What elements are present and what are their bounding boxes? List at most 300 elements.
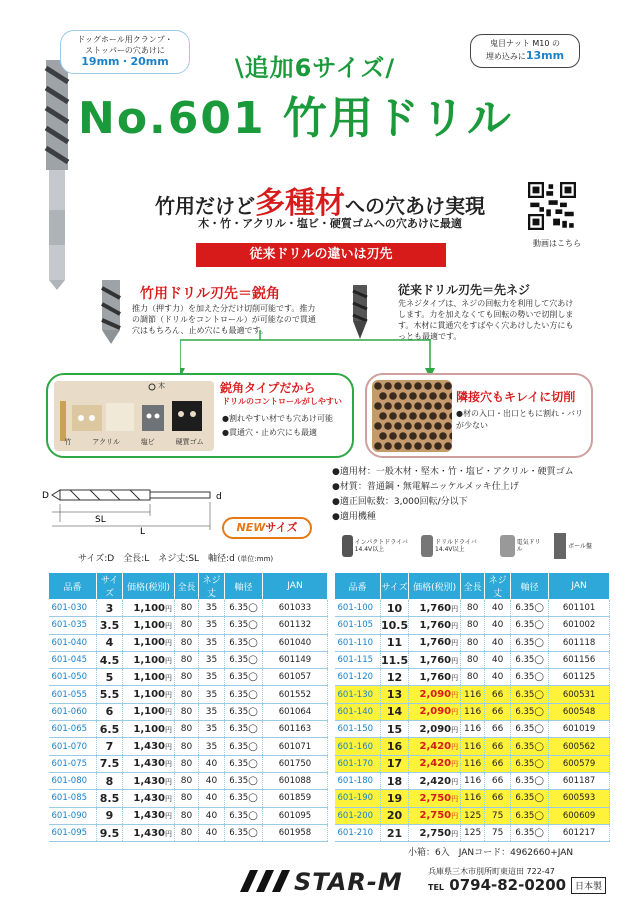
product-code-cell: 601-030 xyxy=(49,600,97,617)
callout-size: 19mm・20mm xyxy=(81,55,169,68)
length-cell: 125 xyxy=(461,824,485,841)
yen-unit: 円 xyxy=(451,794,459,803)
screw-length-cell: 35 xyxy=(199,738,225,755)
jan-cell: 601187 xyxy=(549,772,610,789)
page-title: No.601 竹用ドリル xyxy=(78,93,513,144)
tool-label: インパクトドライバ 14.4V以上 xyxy=(354,539,408,553)
price-value: 2,420 xyxy=(419,758,452,770)
price-cell xyxy=(123,600,175,617)
yen-unit: 円 xyxy=(451,604,459,613)
screw-length-cell: 66 xyxy=(485,738,511,755)
axis-cell: 6.35◯ xyxy=(225,721,263,738)
board-hole xyxy=(404,422,412,430)
size-cell: 21 xyxy=(381,824,409,841)
axis-cell: 6.35◯ xyxy=(225,669,263,686)
product-code-cell: 601-105 xyxy=(335,617,381,634)
spec-item: ●適正回転数：3,000回転/分以下 xyxy=(332,497,468,507)
size-cell: 20 xyxy=(381,807,409,824)
tool-label: ドリルドライバ 14.4V以上 xyxy=(435,539,477,553)
company-address: 兵庫県三木市別所町東這田 722-47 xyxy=(428,867,555,876)
price-value: 1,100 xyxy=(133,654,165,666)
dim-L: L xyxy=(140,527,146,534)
col-jan: JAN xyxy=(549,573,610,600)
yen-unit: 円 xyxy=(165,725,172,734)
length-cell: 116 xyxy=(461,738,485,755)
price-cell xyxy=(123,686,175,703)
size-cell: 13 xyxy=(381,686,409,703)
board-hole xyxy=(424,402,432,410)
axis-cell: 6.35◯ xyxy=(225,617,263,634)
screw-length-cell: 40 xyxy=(199,790,225,807)
board-hole xyxy=(429,392,437,400)
jan-cell: 601088 xyxy=(263,772,328,789)
table-row xyxy=(49,790,328,807)
table-row xyxy=(49,772,328,789)
table-row xyxy=(335,651,610,668)
electric-drill-icon xyxy=(500,535,515,557)
price-value: 1,100 xyxy=(133,619,165,631)
board-hole xyxy=(394,382,402,390)
table-row xyxy=(335,686,610,703)
axis-cell: 6.35◯ xyxy=(225,807,263,824)
price-cell xyxy=(123,669,175,686)
product-code-cell: 601-210 xyxy=(335,824,381,841)
price-value: 1,430 xyxy=(133,741,165,753)
length-cell: 80 xyxy=(461,651,485,668)
jan-cell: 601040 xyxy=(263,634,328,651)
length-cell: 125 xyxy=(461,807,485,824)
table-row xyxy=(335,772,610,789)
price-cell xyxy=(123,634,175,651)
jan-cell: 600562 xyxy=(549,738,610,755)
axis-cell: 6.35◯ xyxy=(225,686,263,703)
board-hole xyxy=(399,412,407,420)
legend-text: サイズ:D 全長:L ネジ丈:SL 軸径:d xyxy=(78,554,235,564)
board-hole xyxy=(434,382,442,390)
photo-label-wood: 木 xyxy=(158,382,165,390)
col-length: 全長 xyxy=(461,573,485,600)
size-cell: 9.5 xyxy=(97,824,123,841)
length-cell: 116 xyxy=(461,772,485,789)
axis-cell: 6.35◯ xyxy=(511,772,549,789)
spec-item: ●適用材：一般木材・堅木・竹・塩ビ・アクリル・硬質ゴム xyxy=(332,467,574,477)
board-hole xyxy=(374,442,382,450)
axis-cell: 6.35◯ xyxy=(511,634,549,651)
yen-unit: 円 xyxy=(165,691,172,700)
table-row xyxy=(49,807,328,824)
length-cell: 116 xyxy=(461,686,485,703)
axis-cell: 6.35◯ xyxy=(225,600,263,617)
board-hole xyxy=(419,432,427,440)
board-hole xyxy=(389,392,397,400)
yen-unit: 円 xyxy=(451,673,459,682)
callout-line: ドッグホール用クランプ・ xyxy=(77,35,173,44)
jan-cell: 601156 xyxy=(549,651,610,668)
size-cell: 7.5 xyxy=(97,755,123,772)
photo-label: 硬質ゴム xyxy=(175,438,204,446)
tool-impact xyxy=(342,528,411,564)
axis-cell: 6.35◯ xyxy=(511,790,549,807)
price-cell xyxy=(123,790,175,807)
length-cell: 80 xyxy=(175,755,199,772)
col-jan: JAN xyxy=(263,573,328,600)
screw-length-cell: 35 xyxy=(199,686,225,703)
product-code-cell: 601-115 xyxy=(335,651,381,668)
yen-unit: 円 xyxy=(451,725,459,734)
length-cell: 80 xyxy=(175,772,199,789)
jan-cell: 601118 xyxy=(549,634,610,651)
jan-cell: 600593 xyxy=(549,790,610,807)
bullet-item: ●割れやすい材でも穴あけ可能 xyxy=(222,414,333,423)
product-code-cell: 601-130 xyxy=(335,686,381,703)
tel-label: TEL xyxy=(428,883,445,892)
legend-unit: (単位:mm) xyxy=(237,555,274,563)
board-hole xyxy=(424,382,432,390)
col-axis: 軸径 xyxy=(511,573,549,600)
conventional-drill-text: 先ネジタイプは、ネジの回転力を利用して穴あけします。力を加えなくても回転の勢いで切削します。木材に貫通穴をすばやく穴あけしたい方にもっとも最適です。 xyxy=(398,299,574,341)
price-value: 1,760 xyxy=(419,637,452,649)
price-cell xyxy=(409,755,461,772)
product-code-cell: 601-120 xyxy=(335,669,381,686)
col-size: サイズ xyxy=(381,573,409,600)
screw-length-cell: 40 xyxy=(485,617,511,634)
jan-cell: 600531 xyxy=(549,686,610,703)
dimension-legend xyxy=(78,551,273,564)
price-value: 2,090 xyxy=(419,706,452,718)
col-size: サイズ xyxy=(97,573,123,600)
product-code-cell: 601-070 xyxy=(49,738,97,755)
price-cell xyxy=(409,600,461,617)
callout-size: 13mm xyxy=(525,49,565,62)
dim-D: D xyxy=(42,491,49,501)
subheadline: 木・竹・アクリル・塩ビ・硬質ゴムへの穴あけに最適 xyxy=(198,217,462,230)
jan-cell: 601217 xyxy=(549,824,610,841)
table-row xyxy=(49,651,328,668)
price-value: 1,100 xyxy=(133,637,165,649)
board-hole xyxy=(389,412,397,420)
jan-cell: 600609 xyxy=(549,807,610,824)
axis-cell: 6.35◯ xyxy=(225,790,263,807)
yen-unit: 円 xyxy=(451,812,459,821)
yen-unit: 円 xyxy=(165,639,172,648)
product-code-cell: 601-035 xyxy=(49,617,97,634)
screw-length-cell: 66 xyxy=(485,686,511,703)
board-hole xyxy=(439,432,447,440)
screw-length-cell: 66 xyxy=(485,790,511,807)
board-hole xyxy=(409,412,417,420)
jan-cell: 601057 xyxy=(263,669,328,686)
dimension-diagram xyxy=(40,482,230,534)
product-code-cell: 601-095 xyxy=(49,824,97,841)
size-cell: 11 xyxy=(381,634,409,651)
yen-unit: 円 xyxy=(165,743,172,752)
size-cell: 4.5 xyxy=(97,651,123,668)
price-value: 1,430 xyxy=(133,810,165,822)
board-hole xyxy=(384,442,392,450)
product-code-cell: 601-040 xyxy=(49,634,97,651)
table-row xyxy=(49,617,328,634)
adjacent-hole-bullets xyxy=(456,408,586,432)
screw-length-cell: 66 xyxy=(485,721,511,738)
price-cell xyxy=(123,738,175,755)
product-code-cell: 601-090 xyxy=(49,807,97,824)
tagline: \追加6サイズ/ xyxy=(234,54,396,82)
table-row xyxy=(49,824,328,841)
price-value: 2,090 xyxy=(419,723,452,735)
adjacent-hole-title: 隣接穴もキレイに切削 xyxy=(456,390,576,404)
product-code-cell: 601-045 xyxy=(49,651,97,668)
table-row xyxy=(335,824,610,841)
length-cell: 80 xyxy=(175,651,199,668)
table-row xyxy=(49,686,328,703)
screw-length-cell: 40 xyxy=(485,600,511,617)
size-cell: 18 xyxy=(381,772,409,789)
board-hole xyxy=(419,392,427,400)
board-hole xyxy=(379,432,387,440)
price-value: 1,100 xyxy=(133,602,165,614)
length-cell: 80 xyxy=(175,617,199,634)
tool-label: ボール盤 xyxy=(568,542,592,550)
price-cell xyxy=(409,790,461,807)
yen-unit: 円 xyxy=(165,777,172,786)
dim-SL: SL xyxy=(95,515,106,525)
length-cell: 80 xyxy=(175,686,199,703)
length-cell: 116 xyxy=(461,703,485,720)
board-hole xyxy=(429,432,437,440)
dim-d: d xyxy=(216,492,222,502)
length-cell: 116 xyxy=(461,721,485,738)
size-cell: 5.5 xyxy=(97,686,123,703)
tool-label: 電気ドリル xyxy=(516,539,541,553)
price-cell xyxy=(409,617,461,634)
length-cell: 80 xyxy=(175,807,199,824)
axis-cell: 6.35◯ xyxy=(225,738,263,755)
product-code-cell: 601-065 xyxy=(49,721,97,738)
product-code-cell: 601-190 xyxy=(335,790,381,807)
table-row xyxy=(335,807,610,824)
table-row xyxy=(335,721,610,738)
price-value: 1,430 xyxy=(133,827,165,839)
table-row xyxy=(335,634,610,651)
size-cell: 10 xyxy=(381,600,409,617)
table-row xyxy=(49,721,328,738)
jan-cell: 601859 xyxy=(263,790,328,807)
callout-line: 埋め込みに xyxy=(485,52,526,61)
box-info: 小箱：6入 JANコード：4962660+JAN xyxy=(408,848,574,858)
table-row xyxy=(335,600,610,617)
photo-label: アクリル xyxy=(92,438,120,446)
board-hole xyxy=(379,392,387,400)
size-cell: 7 xyxy=(97,738,123,755)
price-table-left xyxy=(48,572,328,842)
size-cell: 8.5 xyxy=(97,790,123,807)
board-hole xyxy=(414,382,422,390)
size-cell: 15 xyxy=(381,721,409,738)
table-row xyxy=(49,600,328,617)
jan-cell: 600548 xyxy=(549,703,610,720)
yen-unit: 円 xyxy=(165,621,172,630)
spec-item: ●適用機種 xyxy=(332,512,376,522)
product-code-cell: 601-055 xyxy=(49,686,97,703)
board-hole xyxy=(394,442,402,450)
yen-unit: 円 xyxy=(165,708,172,717)
yen-unit: 円 xyxy=(165,673,172,682)
board-hole xyxy=(394,422,402,430)
price-value: 1,100 xyxy=(133,723,165,735)
callout-line: 鬼目ナット M10 の xyxy=(489,39,560,48)
headline-pre: 竹用だけど xyxy=(155,194,255,218)
length-cell: 80 xyxy=(461,617,485,634)
axis-cell: 6.35◯ xyxy=(511,669,549,686)
yen-unit: 円 xyxy=(165,656,172,665)
axis-cell: 6.35◯ xyxy=(511,755,549,772)
board-hole xyxy=(444,382,452,390)
table-row xyxy=(335,703,610,720)
board-hole xyxy=(424,442,432,450)
table-row xyxy=(335,790,610,807)
size-cell: 8 xyxy=(97,772,123,789)
table-row xyxy=(335,617,610,634)
axis-cell: 6.35◯ xyxy=(225,703,263,720)
price-cell xyxy=(409,807,461,824)
price-value: 1,760 xyxy=(419,619,452,631)
board-hole xyxy=(439,412,447,420)
length-cell: 80 xyxy=(175,600,199,617)
length-cell: 80 xyxy=(175,824,199,841)
board-hole xyxy=(409,432,417,440)
axis-cell: 6.35◯ xyxy=(511,807,549,824)
product-code-cell: 601-140 xyxy=(335,703,381,720)
price-cell xyxy=(123,651,175,668)
size-cell: 17 xyxy=(381,755,409,772)
acute-angle-bullets xyxy=(222,412,333,440)
price-table-right xyxy=(334,572,610,842)
tool-drill-driver xyxy=(421,528,490,564)
length-cell: 80 xyxy=(461,600,485,617)
screw-length-cell: 66 xyxy=(485,772,511,789)
tool-electric xyxy=(500,528,544,564)
screw-length-cell: 35 xyxy=(199,669,225,686)
new-label: NEW xyxy=(236,521,266,534)
col-length: 全長 xyxy=(175,573,199,600)
drill-illustration xyxy=(32,60,82,290)
jan-cell: 601002 xyxy=(549,617,610,634)
price-value: 1,760 xyxy=(419,654,452,666)
callout-line: ストッパーの穴あけに xyxy=(85,46,165,55)
screw-length-cell: 35 xyxy=(199,600,225,617)
price-value: 2,750 xyxy=(419,792,452,804)
product-code-cell: 601-160 xyxy=(335,738,381,755)
price-cell xyxy=(409,634,461,651)
board-hole xyxy=(424,422,432,430)
col-axis: 軸径 xyxy=(225,573,263,600)
qr-code-icon[interactable] xyxy=(528,182,576,230)
size-cell: 12 xyxy=(381,669,409,686)
board-hole xyxy=(404,402,412,410)
size-cell: 9 xyxy=(97,807,123,824)
board-hole xyxy=(384,382,392,390)
callout-dog-hole xyxy=(60,30,190,74)
price-cell xyxy=(123,772,175,789)
bullet-item: ●貫通穴・止め穴にも最適 xyxy=(222,428,317,437)
axis-cell: 6.35◯ xyxy=(225,651,263,668)
length-cell: 80 xyxy=(175,703,199,720)
board-hole xyxy=(374,422,382,430)
board-hole xyxy=(429,412,437,420)
product-code-cell: 601-085 xyxy=(49,790,97,807)
product-code-cell: 601-200 xyxy=(335,807,381,824)
product-code-cell: 601-075 xyxy=(49,755,97,772)
table-row xyxy=(335,738,610,755)
length-cell: 116 xyxy=(461,755,485,772)
headline-emph: 多種材 xyxy=(255,186,345,221)
qr-label: 動画はこちら xyxy=(533,239,581,248)
price-value: 2,090 xyxy=(419,689,452,701)
board-hole xyxy=(444,402,452,410)
table-row xyxy=(49,738,328,755)
price-cell xyxy=(409,651,461,668)
table-row xyxy=(335,755,610,772)
company-tel xyxy=(428,876,566,894)
product-code-cell: 601-050 xyxy=(49,669,97,686)
axis-cell: 6.35◯ xyxy=(511,600,549,617)
table-row xyxy=(335,669,610,686)
price-cell xyxy=(409,686,461,703)
axis-cell: 6.35◯ xyxy=(225,772,263,789)
bamboo-drill-title: 竹用ドリル刃先＝鋭角 xyxy=(140,286,280,302)
screw-length-cell: 40 xyxy=(485,634,511,651)
price-value: 2,750 xyxy=(419,827,452,839)
length-cell: 80 xyxy=(175,721,199,738)
board-hole xyxy=(399,392,407,400)
price-cell xyxy=(409,721,461,738)
size-cell: 6 xyxy=(97,703,123,720)
spec-list xyxy=(332,465,612,525)
axis-cell: 6.35◯ xyxy=(511,703,549,720)
board-hole xyxy=(394,402,402,410)
screw-length-cell: 66 xyxy=(485,755,511,772)
price-cell xyxy=(409,824,461,841)
jan-cell: 601101 xyxy=(549,600,610,617)
price-cell xyxy=(409,738,461,755)
board-hole xyxy=(439,392,447,400)
col-screw: ネジ丈 xyxy=(199,573,225,600)
photo-labels xyxy=(54,437,214,447)
product-code-cell: 601-180 xyxy=(335,772,381,789)
screw-length-cell: 40 xyxy=(485,669,511,686)
screw-length-cell: 66 xyxy=(485,703,511,720)
headline-post: への穴あけ実現 xyxy=(345,194,485,218)
price-cell xyxy=(123,755,175,772)
product-code-cell: 601-110 xyxy=(335,634,381,651)
length-cell: 80 xyxy=(461,669,485,686)
axis-cell: 6.35◯ xyxy=(511,617,549,634)
yen-unit: 円 xyxy=(165,812,172,821)
price-value: 1,430 xyxy=(133,792,165,804)
company-logo-text: STAR-M xyxy=(294,868,403,896)
board-hole xyxy=(434,422,442,430)
product-code-cell: 601-100 xyxy=(335,600,381,617)
product-code-cell: 601-080 xyxy=(49,772,97,789)
product-code-cell: 601-170 xyxy=(335,755,381,772)
new-size-badge xyxy=(222,517,312,539)
jan-cell: 601132 xyxy=(263,617,328,634)
board-hole xyxy=(404,442,412,450)
screw-length-cell: 75 xyxy=(485,807,511,824)
screw-length-cell: 40 xyxy=(485,651,511,668)
size-cell: 14 xyxy=(381,703,409,720)
jan-cell: 601552 xyxy=(263,686,328,703)
